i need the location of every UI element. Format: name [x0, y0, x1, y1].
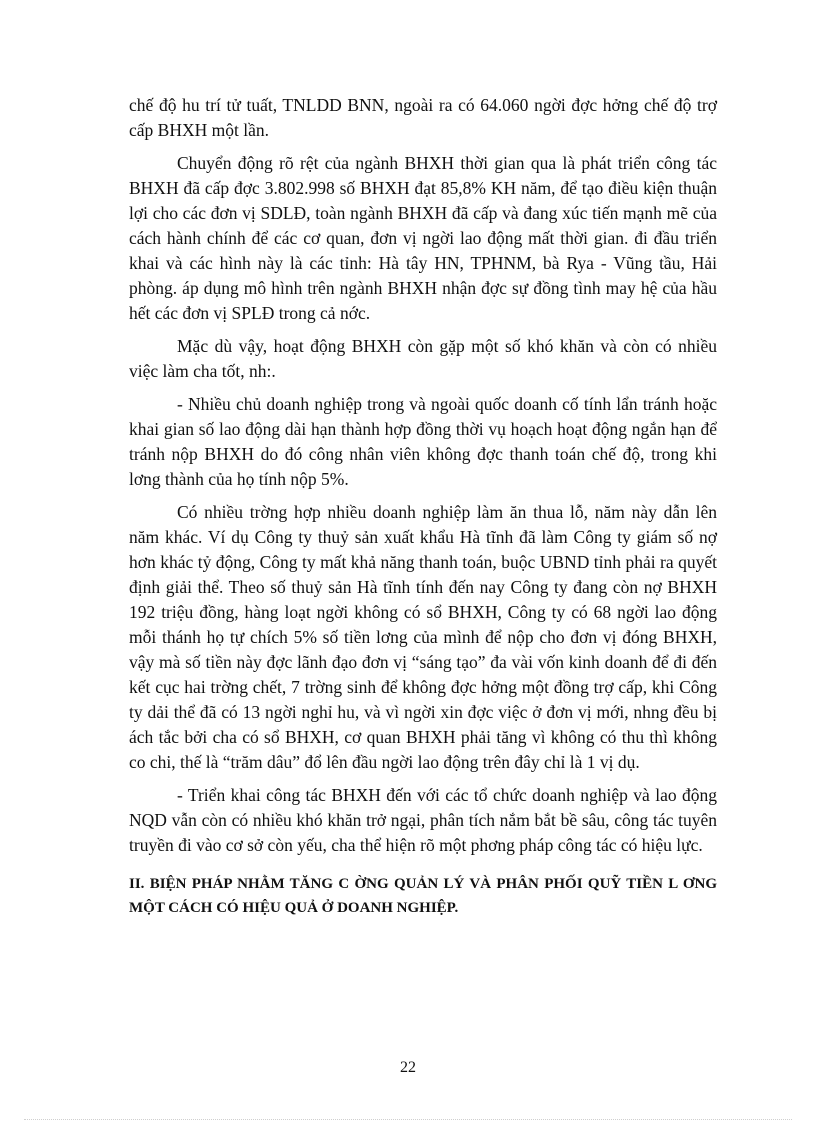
section-heading: II. BIỆN PHÁP NHẰM TĂNG C ỜNG QUẢN LÝ VÀ PHÂN PHỐI QUỸ TIỀN L ƠNG MỘT CÁCH CÓ HIỆU QUẢ Ở DOANH NGHIỆP. — [129, 876, 717, 916]
paragraph-difficulties-intro: Mặc dù vậy, hoạt động BHXH còn gặp một số khó khăn và còn có nhiều việc làm cha tốt, nh:. — [129, 336, 717, 381]
page-bottom-divider — [24, 1119, 792, 1120]
paragraph-evasion: - Nhiều chủ doanh nghiệp trong và ngoài quốc doanh cố tính lẩn tránh hoặc khai gian số lao động dài hạn thành hợp đồng thời vụ hoạch hoạt động ngắn hạn để tránh nộp BHXH do đó công nhân viên không đợc thanh toán chế độ, trong khi lơng thành của họ tính nộp 5%. — [129, 394, 717, 489]
page-number: 22 — [400, 1059, 416, 1076]
paragraph-nqd-implementation: - Triển khai công tác BHXH đến với các tổ chức doanh nghiệp và lao động NQD vẫn còn có nhiều khó khăn trở ngại, phân tích nắm bắt bề sâu, công tác tuyên truyền đi vào cơ sở còn yếu, cha thể hiện rõ một phơng pháp công tác có hiệu lực. — [129, 785, 717, 855]
page-body — [129, 93, 717, 920]
paragraph-example-ha-tinh: Có nhiều trờng hợp nhiều doanh nghiệp làm ăn thua lỗ, năm này dẫn lên năm khác. Ví dụ Công ty thuỷ sản xuất khẩu Hà tĩnh đã làm Công ty giám số nợ hơn khác tỷ động, Công ty mất khả năng thanh toán, buộc UBND tỉnh phải ra quyết định giải thể. Theo số thuỷ sản Hà tĩnh tính đến nay Công ty đang còn nợ BHXH 192 triệu đồng, hàng loạt ngời không có sổ BHXH, Công ty có 68 ngời lao động mỗi thánh họ tự chích 5% số tiền lơng của mình để nộp cho đơn vị đóng BHXH, vậy mà số tiền này đợc lãnh đạo đơn vị “sáng tạo” đa vài vốn kinh doanh để đi đến kết cục hai trờng chết, 7 trờng sinh để không đợc hởng một đồng trợ cấp, khi Công ty dải thể đã có 13 ngời nghỉ hu, và vì ngời xin đợc việc ở đơn vị mới, nhng đều bị ách tắc bởi cha có sổ BHXH, cơ quan BHXH phải tăng vì không có thu thì không co chi, thế là “trăm dâu” đổ lên đầu ngời lao động trên đây chỉ là 1 vị dụ. — [129, 502, 717, 772]
paragraph-bhxh-progress: Chuyển động rõ rệt của ngành BHXH thời gian qua là phát triển công tác BHXH đã cấp đợc 3.802.998 số BHXH đạt 85,8% KH năm, để tạo điều kiện thuận lợi cho các đơn vị SDLĐ, toàn ngành BHXH đã cấp và đang xúc tiến mạnh mẽ của cách hành chính để các cơ quan, đơn vị ngời lao động mất thời gian. đi đầu triển khai và các hình này là các tỉnh: Hà tây HN, TPHNM, bà Rya - Vũng tầu, Hải phòng. áp dụng mô hình trên ngành BHXH nhận đợc sự đồng tình may hệ của hầu hết các đơn vị SPLĐ trong cả nớc. — [129, 153, 717, 323]
paragraph-continuation: chế độ hu trí tử tuất, TNLDD BNN, ngoài ra có 64.060 ngời đợc hởng chế độ trợ cấp BHXH một lần. — [129, 95, 717, 140]
